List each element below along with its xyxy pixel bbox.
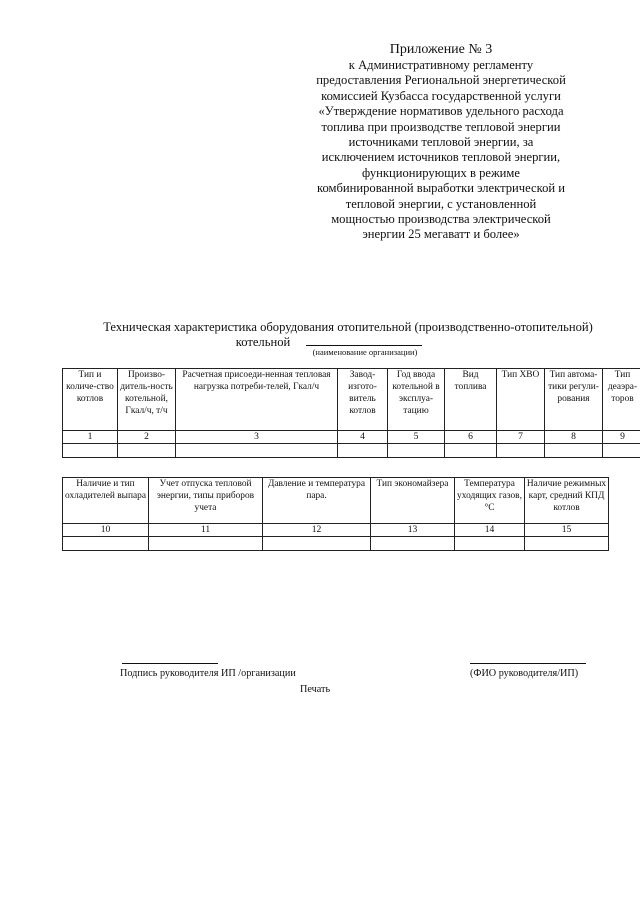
header-cell: Тип деаэра-торов bbox=[603, 369, 640, 431]
header-cell: Тип экономайзера bbox=[371, 478, 455, 524]
empty-cell bbox=[149, 537, 263, 551]
header-cell: Год ввода котельной в эксплуа-тацию bbox=[388, 369, 445, 431]
column-number: 7 bbox=[497, 431, 545, 444]
column-number: 5 bbox=[388, 431, 445, 444]
appendix-line: функционирующих в режиме bbox=[362, 165, 520, 180]
form-title-line: котельной bbox=[235, 335, 291, 349]
empty-cell bbox=[63, 537, 149, 551]
empty-cell bbox=[371, 537, 455, 551]
org-name-blank bbox=[306, 345, 422, 346]
appendix-line: к Административному регламенту bbox=[348, 58, 534, 72]
column-number: 15 bbox=[525, 524, 609, 537]
empty-cell bbox=[545, 444, 603, 458]
signature-line-right bbox=[470, 663, 586, 664]
column-number: 13 bbox=[371, 524, 455, 537]
column-number: 6 bbox=[445, 431, 497, 444]
column-number: 4 bbox=[338, 431, 388, 444]
header-cell: Расчетная присоеди-ненная тепловая нагрузка потреби-телей, Гкал/ч bbox=[176, 369, 338, 431]
empty-cell bbox=[497, 444, 545, 458]
appendix-line: энергии 25 мегаватт и более» bbox=[362, 227, 520, 242]
appendix-line: Приложение № 3 bbox=[389, 42, 493, 57]
column-number: 2 bbox=[118, 431, 176, 444]
empty-cell bbox=[388, 444, 445, 458]
column-number: 14 bbox=[455, 524, 525, 537]
signature-label: Подпись руководителя ИП /организации bbox=[120, 668, 296, 679]
empty-cell bbox=[455, 537, 525, 551]
appendix-line: предоставления Региональной энергетической bbox=[316, 73, 566, 88]
equipment-table-1 bbox=[62, 368, 640, 458]
column-number: 10 bbox=[63, 524, 149, 537]
appendix-line: тепловой энергии, с установленной bbox=[345, 196, 537, 211]
header-cell: Давление и температура пара. bbox=[263, 478, 371, 524]
empty-cell bbox=[263, 537, 371, 551]
stamp-label: Печать bbox=[300, 684, 331, 695]
empty-cell bbox=[525, 537, 609, 551]
column-number: 8 bbox=[545, 431, 603, 444]
empty-cell bbox=[445, 444, 497, 458]
header-cell: Тип ХВО bbox=[497, 369, 545, 431]
form-title-line: Техническая характеристика оборудования отопительной (производственно-отопительной) bbox=[103, 320, 593, 334]
column-number: 3 bbox=[176, 431, 338, 444]
fio-label: (ФИО руководителя/ИП) bbox=[470, 668, 579, 679]
appendix-line: мощностью производства электрической bbox=[331, 212, 551, 227]
header-cell: Температура уходящих газов, °С bbox=[455, 478, 525, 524]
header-cell: Произво-дитель-ность котельной, Гкал/ч, т/ч bbox=[118, 369, 176, 431]
equipment-table-2 bbox=[62, 477, 609, 551]
header-cell: Тип автома-тики регули-рования bbox=[545, 369, 603, 431]
appendix-line: комбинированной выработки электрической и bbox=[316, 181, 566, 196]
header-cell: Завод-изгото-витель котлов bbox=[338, 369, 388, 431]
empty-cell bbox=[63, 444, 118, 458]
appendix-line: источниками тепловой энергии, за bbox=[348, 135, 534, 150]
appendix-header bbox=[296, 42, 586, 243]
column-number: 12 bbox=[263, 524, 371, 537]
header-cell: Наличие и тип охладителей выпара bbox=[63, 478, 149, 524]
empty-cell bbox=[603, 444, 640, 458]
empty-cell bbox=[118, 444, 176, 458]
appendix-line: топлива при производстве тепловой энергии bbox=[321, 119, 561, 134]
signature-line-left bbox=[122, 663, 218, 664]
column-number: 1 bbox=[63, 431, 118, 444]
header-cell: Наличие режимных карт, средний КПД котлов bbox=[525, 478, 609, 524]
appendix-line: комиссией Кузбасса государственной услуги bbox=[321, 88, 561, 103]
empty-cell bbox=[176, 444, 338, 458]
appendix-line: «Утверждение нормативов удельного расхода bbox=[318, 104, 564, 119]
appendix-line: исключением источников тепловой энергии, bbox=[321, 150, 561, 165]
column-number: 11 bbox=[149, 524, 263, 537]
column-number: 9 bbox=[603, 431, 640, 444]
header-cell: Учет отпуска тепловой энергии, типы приборов учета bbox=[149, 478, 263, 524]
empty-cell bbox=[338, 444, 388, 458]
header-cell: Вид топлива bbox=[445, 369, 497, 431]
org-name-hint: (наименование организации) bbox=[312, 347, 418, 357]
header-cell: Тип и количе-ство котлов bbox=[63, 369, 118, 431]
